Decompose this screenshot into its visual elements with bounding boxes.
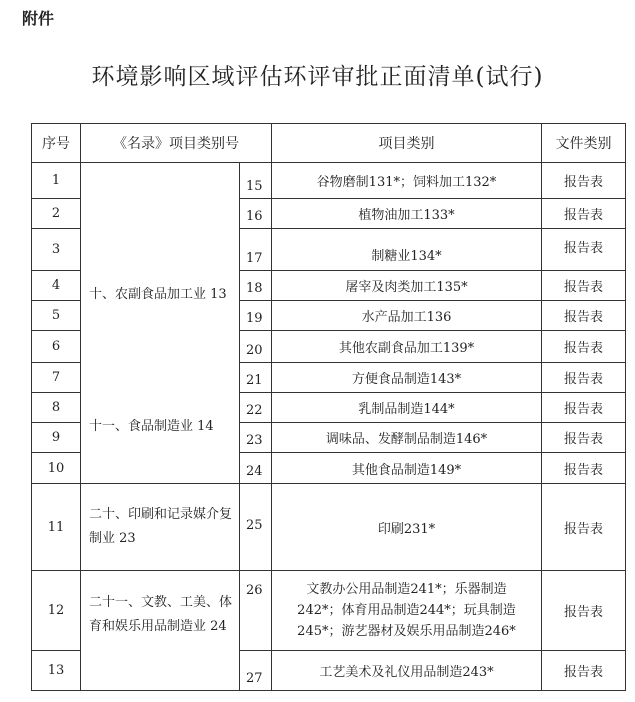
document-type: 报告表 [542, 271, 626, 301]
document-type: 报告表 [542, 571, 626, 651]
catalog-code: 21 [240, 363, 272, 393]
serial-number: 5 [32, 301, 81, 331]
table-row [32, 484, 626, 571]
serial-number: 13 [32, 651, 81, 691]
project-category: 调味品、发酵制品制造146* [272, 423, 542, 453]
catalog-code: 16 [240, 199, 272, 229]
approval-list-table [31, 123, 626, 691]
serial-number: 4 [32, 271, 81, 301]
catalog-code: 26 [240, 571, 272, 651]
document-type: 报告表 [542, 229, 626, 271]
serial-number: 7 [32, 363, 81, 393]
document-type: 报告表 [542, 301, 626, 331]
project-category: 植物油加工133* [272, 199, 542, 229]
project-category: 屠宰及肉类加工135* [272, 271, 542, 301]
catalog-group-cell [81, 163, 240, 484]
document-type: 报告表 [542, 393, 626, 423]
document-type: 报告表 [542, 651, 626, 691]
catalog-code: 25 [240, 484, 272, 571]
catalog-code: 24 [240, 453, 272, 484]
project-category: 水产品加工136 [272, 301, 542, 331]
project-category: 文教办公用品制造241*；乐器制造242*；体育用品制造244*；玩具制造245*；游艺器材及娱乐用品制造246* [272, 571, 542, 651]
catalog-group: 二十一、文教、工美、体育和娱乐用品制造业 24 [81, 571, 240, 691]
serial-number: 8 [32, 393, 81, 423]
catalog-code: 20 [240, 331, 272, 363]
catalog-code: 19 [240, 301, 272, 331]
serial-number: 10 [32, 453, 81, 484]
header-project-category: 项目类别 [272, 124, 542, 163]
header-serial: 序号 [32, 124, 81, 163]
document-type: 报告表 [542, 163, 626, 199]
project-category: 制糖业134* [272, 229, 542, 271]
project-category: 印刷231* [272, 484, 542, 571]
catalog-code: 27 [240, 651, 272, 691]
catalog-code: 18 [240, 271, 272, 301]
document-type: 报告表 [542, 453, 626, 484]
project-category: 谷物磨制131*；饲料加工132* [272, 163, 542, 199]
document-type: 报告表 [542, 331, 626, 363]
project-category: 方便食品制造143* [272, 363, 542, 393]
serial-number: 3 [32, 229, 81, 271]
header-catalog-code: 《名录》项目类别号 [81, 124, 272, 163]
catalog-code: 22 [240, 393, 272, 423]
catalog-code: 15 [240, 163, 272, 199]
table-row [32, 163, 626, 199]
serial-number: 11 [32, 484, 81, 571]
table-row [32, 571, 626, 651]
document-type: 报告表 [542, 423, 626, 453]
document-type: 报告表 [542, 199, 626, 229]
document-type: 报告表 [542, 363, 626, 393]
serial-number: 9 [32, 423, 81, 453]
project-category: 其他食品制造149* [272, 453, 542, 484]
serial-number: 12 [32, 571, 81, 651]
project-category: 其他农副食品加工139* [272, 331, 542, 363]
document-title: 环境影响区域评估环评审批正面清单(试行) [91, 64, 544, 90]
project-category: 工艺美术及礼仪用品制造243* [272, 651, 542, 691]
catalog-group: 十一、食品制造业 14 [89, 419, 214, 434]
serial-number: 1 [32, 163, 81, 199]
document-type: 报告表 [542, 484, 626, 571]
header-document-type: 文件类别 [542, 124, 626, 163]
serial-number: 6 [32, 331, 81, 363]
catalog-code: 17 [240, 229, 272, 271]
table-header-row [32, 124, 626, 163]
catalog-group: 十、农副食品加工业 13 [89, 287, 227, 302]
project-category: 乳制品制造144* [272, 393, 542, 423]
serial-number: 2 [32, 199, 81, 229]
catalog-code: 23 [240, 423, 272, 453]
attachment-label: 附件 [22, 9, 55, 28]
catalog-group: 二十、印刷和记录媒介复制业 23 [81, 484, 240, 571]
